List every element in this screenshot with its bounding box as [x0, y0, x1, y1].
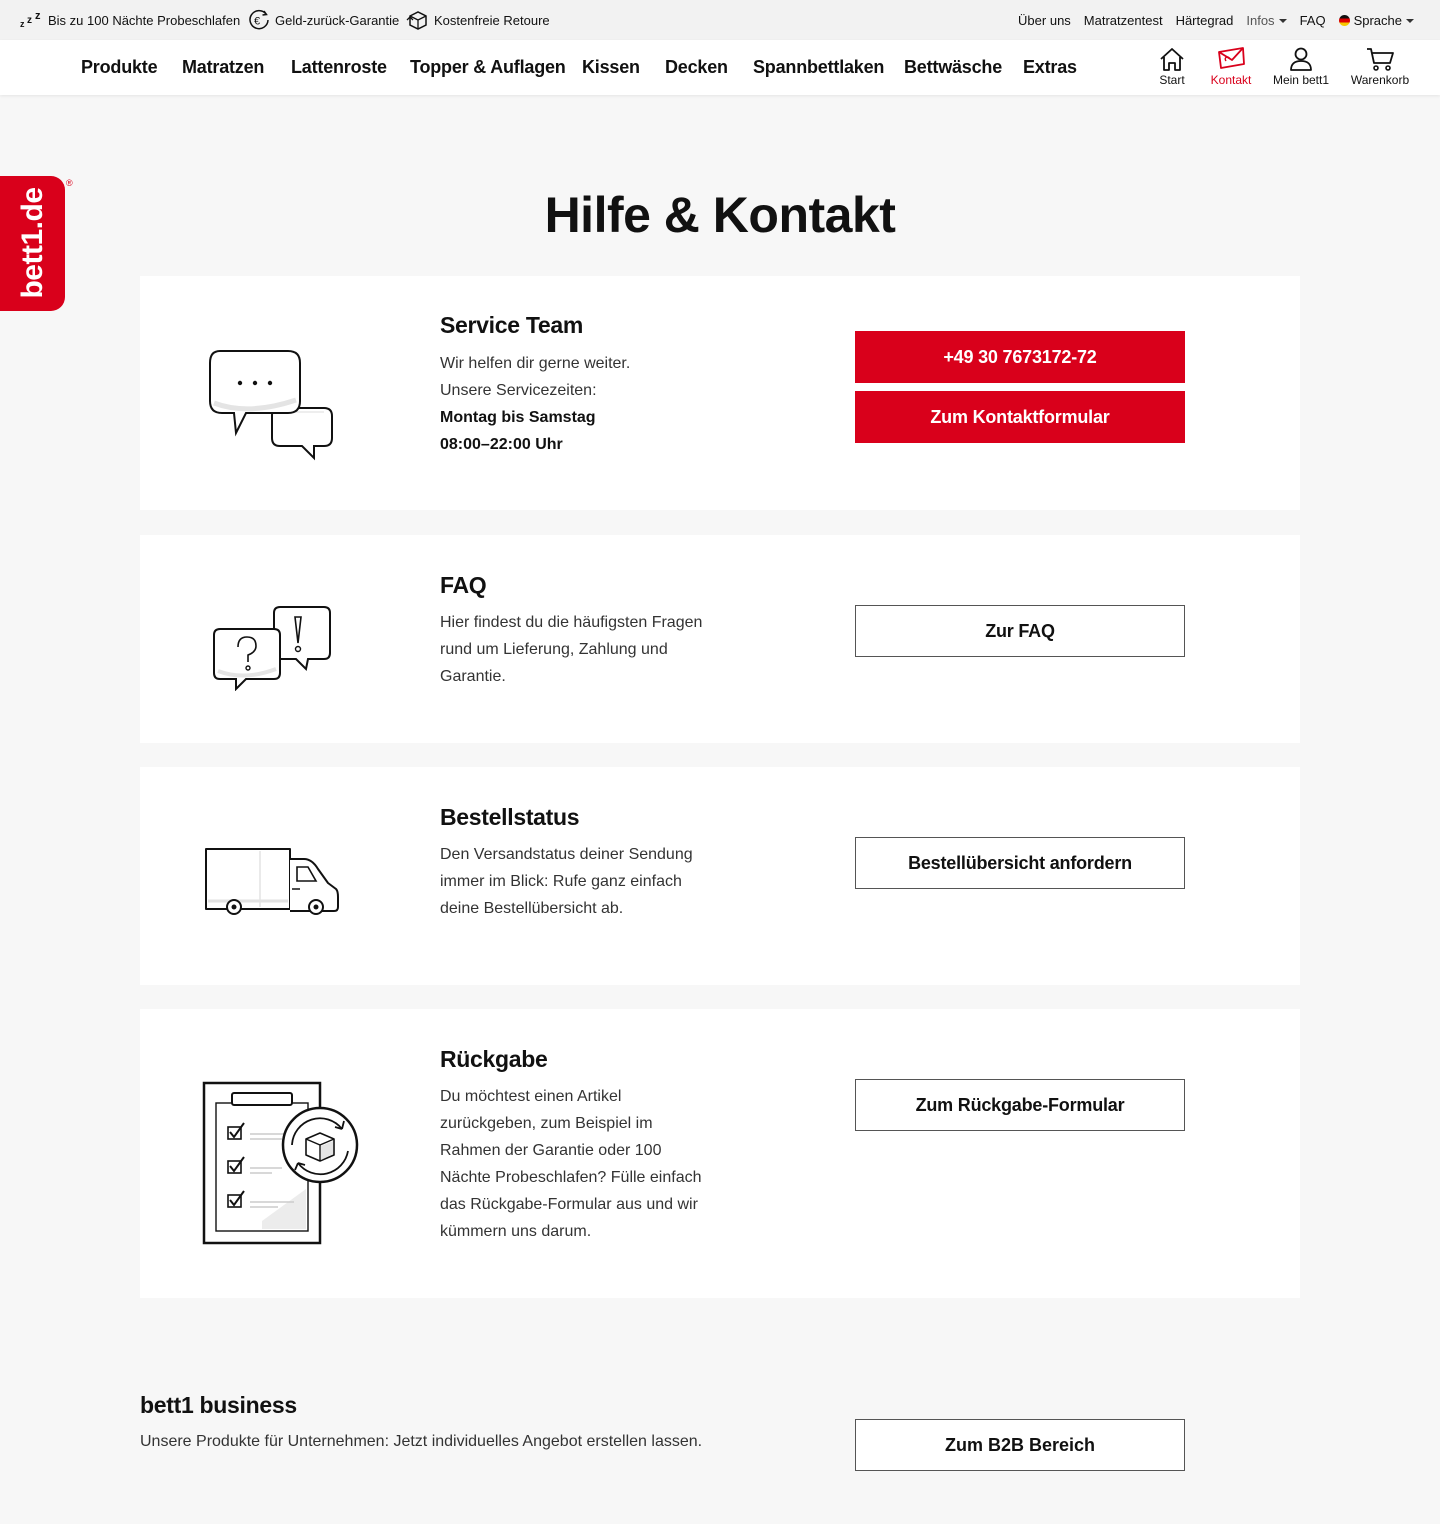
nav-item-kissen[interactable]: Kissen: [582, 57, 640, 77]
nav-item-lattenroste[interactable]: Lattenroste: [291, 57, 387, 77]
order-status-card: [140, 767, 1300, 985]
nav-item-matratzen[interactable]: Matratzen: [182, 57, 265, 77]
faq-title: FAQ: [440, 572, 487, 598]
nav-item-produkte[interactable]: Produkte: [81, 57, 158, 77]
usp-free-return-label: Kostenfreie Retoure: [434, 12, 550, 28]
question-exclamation-bubbles-icon: [214, 607, 330, 689]
faq-card: [140, 535, 1300, 743]
phone-button[interactable]: +49 30 7673172-72: [855, 331, 1185, 383]
language-dropdown[interactable]: [1339, 13, 1414, 28]
chevron-down-icon: [1279, 19, 1287, 23]
nav-contact-label: Kontakt: [1210, 73, 1252, 87]
b2b-button[interactable]: Zum B2B Bereich: [855, 1419, 1185, 1471]
returns-card: [140, 1009, 1300, 1298]
usp-money-back: [247, 0, 399, 40]
service-hours-label: Unsere Servicezeiten:: [440, 382, 597, 399]
usp-free-return: [406, 0, 550, 40]
language-label: Sprache: [1353, 12, 1402, 28]
order-status-title: Bestellstatus: [440, 804, 580, 830]
link-firmness[interactable]: Härtegrad: [1175, 12, 1234, 28]
returns-text: Du möchtest einen Artikel zurückgeben, zum Beispiel im Rahmen der Garantie oder 100 Nächte Probeschlafen? Fülle einfach das Rückgabe-Formular aus und wir kümmern uns darum.: [440, 1088, 702, 1240]
registered-mark: ®: [66, 178, 73, 188]
nav-item-topper[interactable]: Topper & Auflagen: [410, 57, 566, 77]
top-bar: [0, 0, 1440, 40]
usp-money-back-label: Geld-zurück-Garantie: [275, 12, 400, 28]
service-intro: Wir helfen dir gerne weiter.: [440, 355, 631, 372]
link-about[interactable]: Über uns: [1018, 12, 1071, 28]
usp-trial-label: Bis zu 100 Nächte Probeschlafen: [48, 12, 241, 28]
nav-contact[interactable]: [1196, 46, 1266, 87]
chat-bubbles-icon: [208, 348, 334, 464]
brand-logo-text: bett1.de: [16, 187, 49, 299]
svg-text:z: z: [27, 15, 32, 26]
nav-item-decken[interactable]: Decken: [665, 57, 728, 77]
order-overview-button[interactable]: Bestellübersicht anfordern: [855, 837, 1185, 889]
svg-text:€: €: [254, 15, 261, 28]
nav-account[interactable]: [1266, 46, 1336, 87]
contact-form-button[interactable]: Zum Kontaktformular: [855, 391, 1185, 443]
service-team-text: [440, 350, 710, 458]
nav-cart[interactable]: [1345, 46, 1415, 87]
svg-text:z: z: [35, 10, 41, 22]
chevron-down-icon: [1406, 19, 1414, 23]
envelope-heart-icon: [1216, 46, 1246, 72]
usp-trial: [20, 0, 240, 40]
return-form-button[interactable]: Zum Rückgabe-Formular: [855, 1079, 1185, 1131]
service-days: Montag bis Samstag: [440, 409, 596, 426]
nav-item-bettwaesche[interactable]: Bettwäsche: [904, 57, 1003, 77]
nav-item-extras[interactable]: Extras: [1023, 57, 1077, 77]
nav-start-label: Start: [1159, 73, 1185, 87]
business-title: bett1 business: [140, 1392, 297, 1418]
nav-item-spannbettlaken[interactable]: Spannbettlaken: [753, 57, 885, 77]
home-icon: [1158, 46, 1186, 72]
nav-account-label: Mein bett1: [1272, 73, 1330, 87]
delivery-truck-icon: [204, 845, 340, 917]
order-status-text: Den Versandstatus deiner Sendung immer im Blick: Rufe ganz einfach deine Bestellübersicht ab.: [440, 846, 693, 917]
nav-cart-label: Warenkorb: [1350, 73, 1410, 87]
service-team-title: Service Team: [440, 312, 584, 338]
infos-dropdown[interactable]: [1246, 13, 1286, 28]
infos-label: Infos: [1246, 12, 1275, 28]
return-box-icon: [406, 9, 430, 31]
return-clipboard-icon: [202, 1081, 362, 1245]
sleep-zzz-icon: [20, 10, 44, 30]
faq-text: Hier findest du die häufigsten Fragen rund um Lieferung, Zahlung und Garantie.: [440, 614, 703, 685]
euro-return-icon: [247, 8, 271, 32]
service-team-card: [140, 276, 1300, 510]
user-icon: [1288, 46, 1314, 72]
faq-button[interactable]: Zur FAQ: [855, 605, 1185, 657]
business-text: Unsere Produkte für Unternehmen: Jetzt individuelles Angebot erstellen lassen.: [140, 1433, 703, 1450]
returns-title: Rückgabe: [440, 1046, 548, 1072]
cart-icon: [1365, 46, 1395, 72]
link-mattress-test[interactable]: Matratzentest: [1083, 12, 1163, 28]
svg-text:z: z: [20, 19, 25, 29]
main-nav: [0, 40, 1440, 95]
german-flag-icon: [1339, 15, 1350, 26]
service-hours: 08:00–22:00 Uhr: [440, 436, 563, 453]
link-faq[interactable]: FAQ: [1299, 12, 1326, 28]
page-title: Hilfe & Kontakt: [544, 187, 896, 243]
